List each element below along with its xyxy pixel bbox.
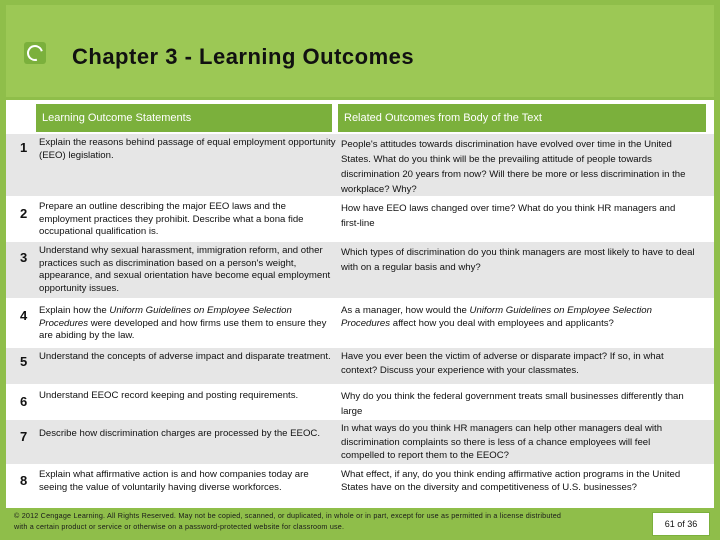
outcome-statement: Understand EEOC record keeping and posting requirements. [39, 390, 299, 401]
row-number: 5 [20, 354, 28, 369]
table-row [6, 302, 714, 344]
row-number: 2 [20, 206, 28, 221]
outcome-statement: Understand the concepts of adverse impact and disparate treatment. [39, 351, 331, 362]
page-number-badge [652, 512, 710, 536]
related-outcome: Which types of discrimination do you think managers are most likely to have to deal with on a regular basis and why? [341, 247, 695, 273]
table-row [6, 242, 714, 298]
row-number: 3 [20, 250, 28, 265]
outcome-statement: Explain how the Uniform Guidelines on Employee Selection Procedures were developed and how firms use them to ensure they are abiding by the law. [39, 305, 327, 341]
outcome-statement: Describe how discrimination charges are processed by the EEOC. [39, 428, 321, 439]
table-row [6, 348, 714, 384]
table-row [6, 420, 714, 464]
circle-bullet-icon [24, 42, 46, 64]
related-outcome: As a manager, how would the Uniform Guidelines on Employee Selection Procedures affect how you deal with employees and applicants? [341, 305, 652, 329]
column-header-related: Related Outcomes from Body of the Text [338, 104, 706, 132]
page-total: 36 [687, 519, 698, 529]
related-outcome: What effect, if any, do you think ending affirmative action programs in the United States have on the diversity and competitiveness of U.S. businesses? [341, 469, 681, 493]
row-number: 1 [20, 140, 28, 155]
page-number: 61 [664, 519, 675, 529]
related-outcome: Why do you think the federal government treats small businesses differently than large [341, 391, 684, 417]
page-of: of [677, 519, 685, 529]
column-header-statements: Learning Outcome Statements [36, 104, 332, 132]
related-outcome: How have EEO laws changed over time? What do you think HR managers and first-line [341, 203, 676, 229]
outcome-statement: Prepare an outline describing the major EEO laws and the employment practices they prohibit. Describe what a bona fide occupational qualification is. [39, 201, 304, 237]
table-row [6, 134, 714, 196]
related-outcome: People's attitudes towards discrimination have evolved over time in the United States. What do you think will be the prevailing attitude of people towards discrimination 20 years from now? Will there be more or less discrimination in the workplace? Why? [341, 139, 686, 195]
table-row [6, 386, 714, 418]
table-row [6, 198, 714, 240]
outcome-statement: Explain the reasons behind passage of equal employment opportunity (EEO) legislation. [39, 137, 336, 161]
copyright-notice: © 2012 Cengage Learning. All Rights Reserved. May not be copied, scanned, or duplicated, in whole or in part, except for use as permitted in a license distributed with a certain product or service or otherwise on a password-protected website for classroom use. [14, 511, 562, 531]
outcome-statement: Explain what affirmative action is and how companies today are seeing the value of voluntarily having diverse workforces. [39, 469, 309, 493]
outcome-statement: Understand why sexual harassment, immigration reform, and other practices such as discrimination based on a person's weight, appearance, and sexual orientation have become equal employment opportunity issues. [39, 245, 331, 294]
related-outcome: In what ways do you think HR managers can help other managers deal with discrimination complaints so there is less of a chance employees will feel compelled to report them to the EEOC? [341, 423, 663, 461]
row-number: 8 [20, 473, 28, 488]
table-row [6, 466, 714, 508]
row-number: 7 [20, 429, 28, 444]
row-number: 4 [20, 308, 28, 323]
row-number: 6 [20, 394, 28, 409]
page-title: Chapter 3 - Learning Outcomes [72, 44, 415, 69]
related-outcome: Have you ever been the victim of adverse or disparate impact? If so, in what context? Discuss your experience with your classmates. [341, 351, 664, 376]
